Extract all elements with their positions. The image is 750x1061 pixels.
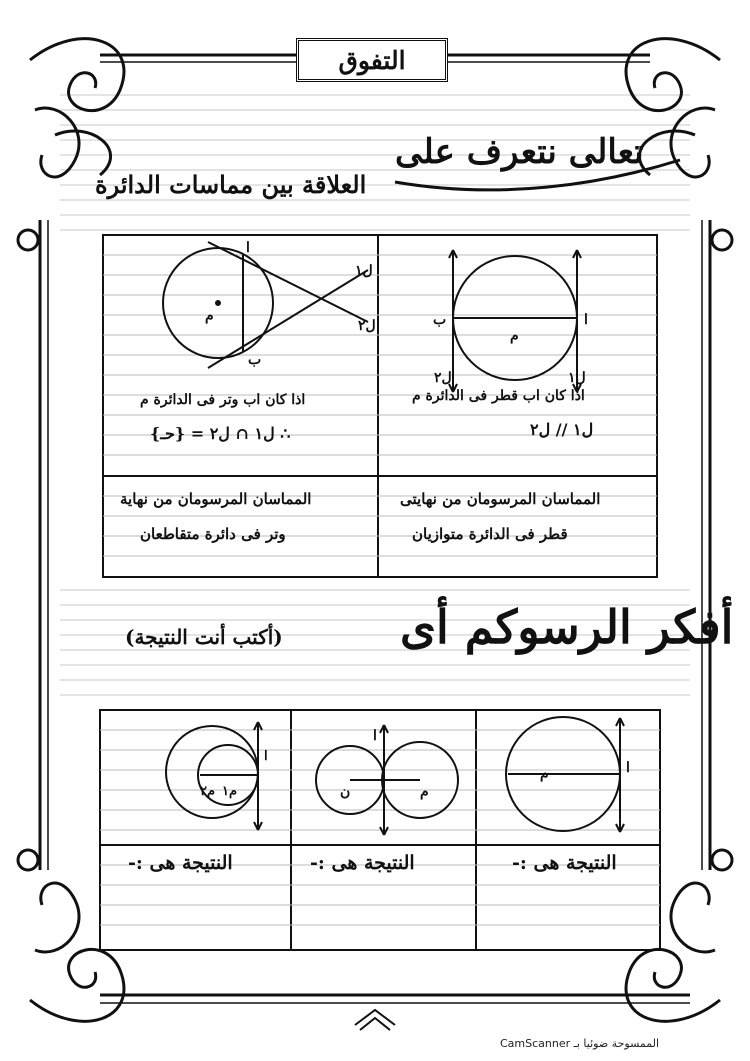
svg-text:ب: ب bbox=[248, 352, 262, 368]
svg-text:ا: ا bbox=[584, 312, 588, 328]
diagram-single-tangent bbox=[506, 717, 624, 832]
svg-text:ا: ا bbox=[246, 240, 250, 256]
left-case-condition: اذا كان اب وتر فى الدائرة م bbox=[140, 392, 306, 408]
scanner-watermark: الممسوحة ضوئيا بـ CamScanner bbox=[500, 1037, 660, 1050]
right-conclusion-line1: المماسان المرسومان من نهايتى bbox=[400, 490, 601, 508]
svg-text:م: م bbox=[205, 308, 214, 324]
svg-text:ل١: ل١ bbox=[355, 263, 373, 279]
result-label-middle: النتيجة هى :- bbox=[310, 852, 415, 874]
page-title: التفوق bbox=[296, 38, 448, 82]
svg-text:م٢: م٢ bbox=[200, 784, 216, 799]
diagram-internal-circles bbox=[166, 722, 262, 830]
intro-heading: تعالى نتعرف على bbox=[395, 132, 644, 172]
right-case-condition: اذا كان اب قطر فى الدائرة م bbox=[412, 388, 585, 404]
diagram-diameter-tangents bbox=[449, 250, 581, 392]
svg-text:ل٢: ل٢ bbox=[358, 318, 376, 334]
svg-text:ب: ب bbox=[433, 312, 447, 328]
svg-text:ا: ا bbox=[373, 728, 377, 744]
think-title: أفكر الرسوكم أى bbox=[400, 600, 734, 654]
svg-text:م: م bbox=[420, 784, 429, 800]
left-case-result: ∴ ل١ ∩ ل٢ = {حـ} bbox=[150, 424, 291, 443]
svg-text:ا: ا bbox=[264, 749, 268, 764]
diagramA-labels bbox=[540, 760, 630, 782]
intro-subheading: العلاقة بين مماسات الدائرة bbox=[95, 170, 367, 199]
svg-text:م١: م١ bbox=[222, 784, 238, 799]
svg-text:ن: ن bbox=[340, 784, 351, 800]
write-result-note: (أكتب أنت النتيجة) bbox=[125, 625, 283, 649]
svg-text:ل٢: ل٢ bbox=[434, 370, 452, 386]
diagram-external-circles bbox=[316, 725, 458, 835]
diagram-chord-tangents bbox=[163, 242, 368, 368]
svg-text:م: م bbox=[540, 766, 549, 782]
left-conclusion-line2: وتر فى دائرة متقاطعان bbox=[140, 525, 286, 543]
svg-text:م: م bbox=[510, 328, 519, 344]
right-conclusion-line2: قطر فى الدائرة متوازيان bbox=[412, 525, 568, 543]
right-case-result: ل١ // ل٢ bbox=[530, 420, 594, 439]
svg-text:ا: ا bbox=[626, 760, 630, 776]
result-label-right: النتيجة هى :- bbox=[512, 852, 617, 874]
svg-text:ل١: ل١ bbox=[568, 370, 586, 386]
result-label-left: النتيجة هى :- bbox=[128, 852, 233, 874]
diagram2-labels bbox=[205, 240, 376, 368]
left-conclusion-line1: المماسان المرسومان من نهاية bbox=[120, 490, 312, 508]
